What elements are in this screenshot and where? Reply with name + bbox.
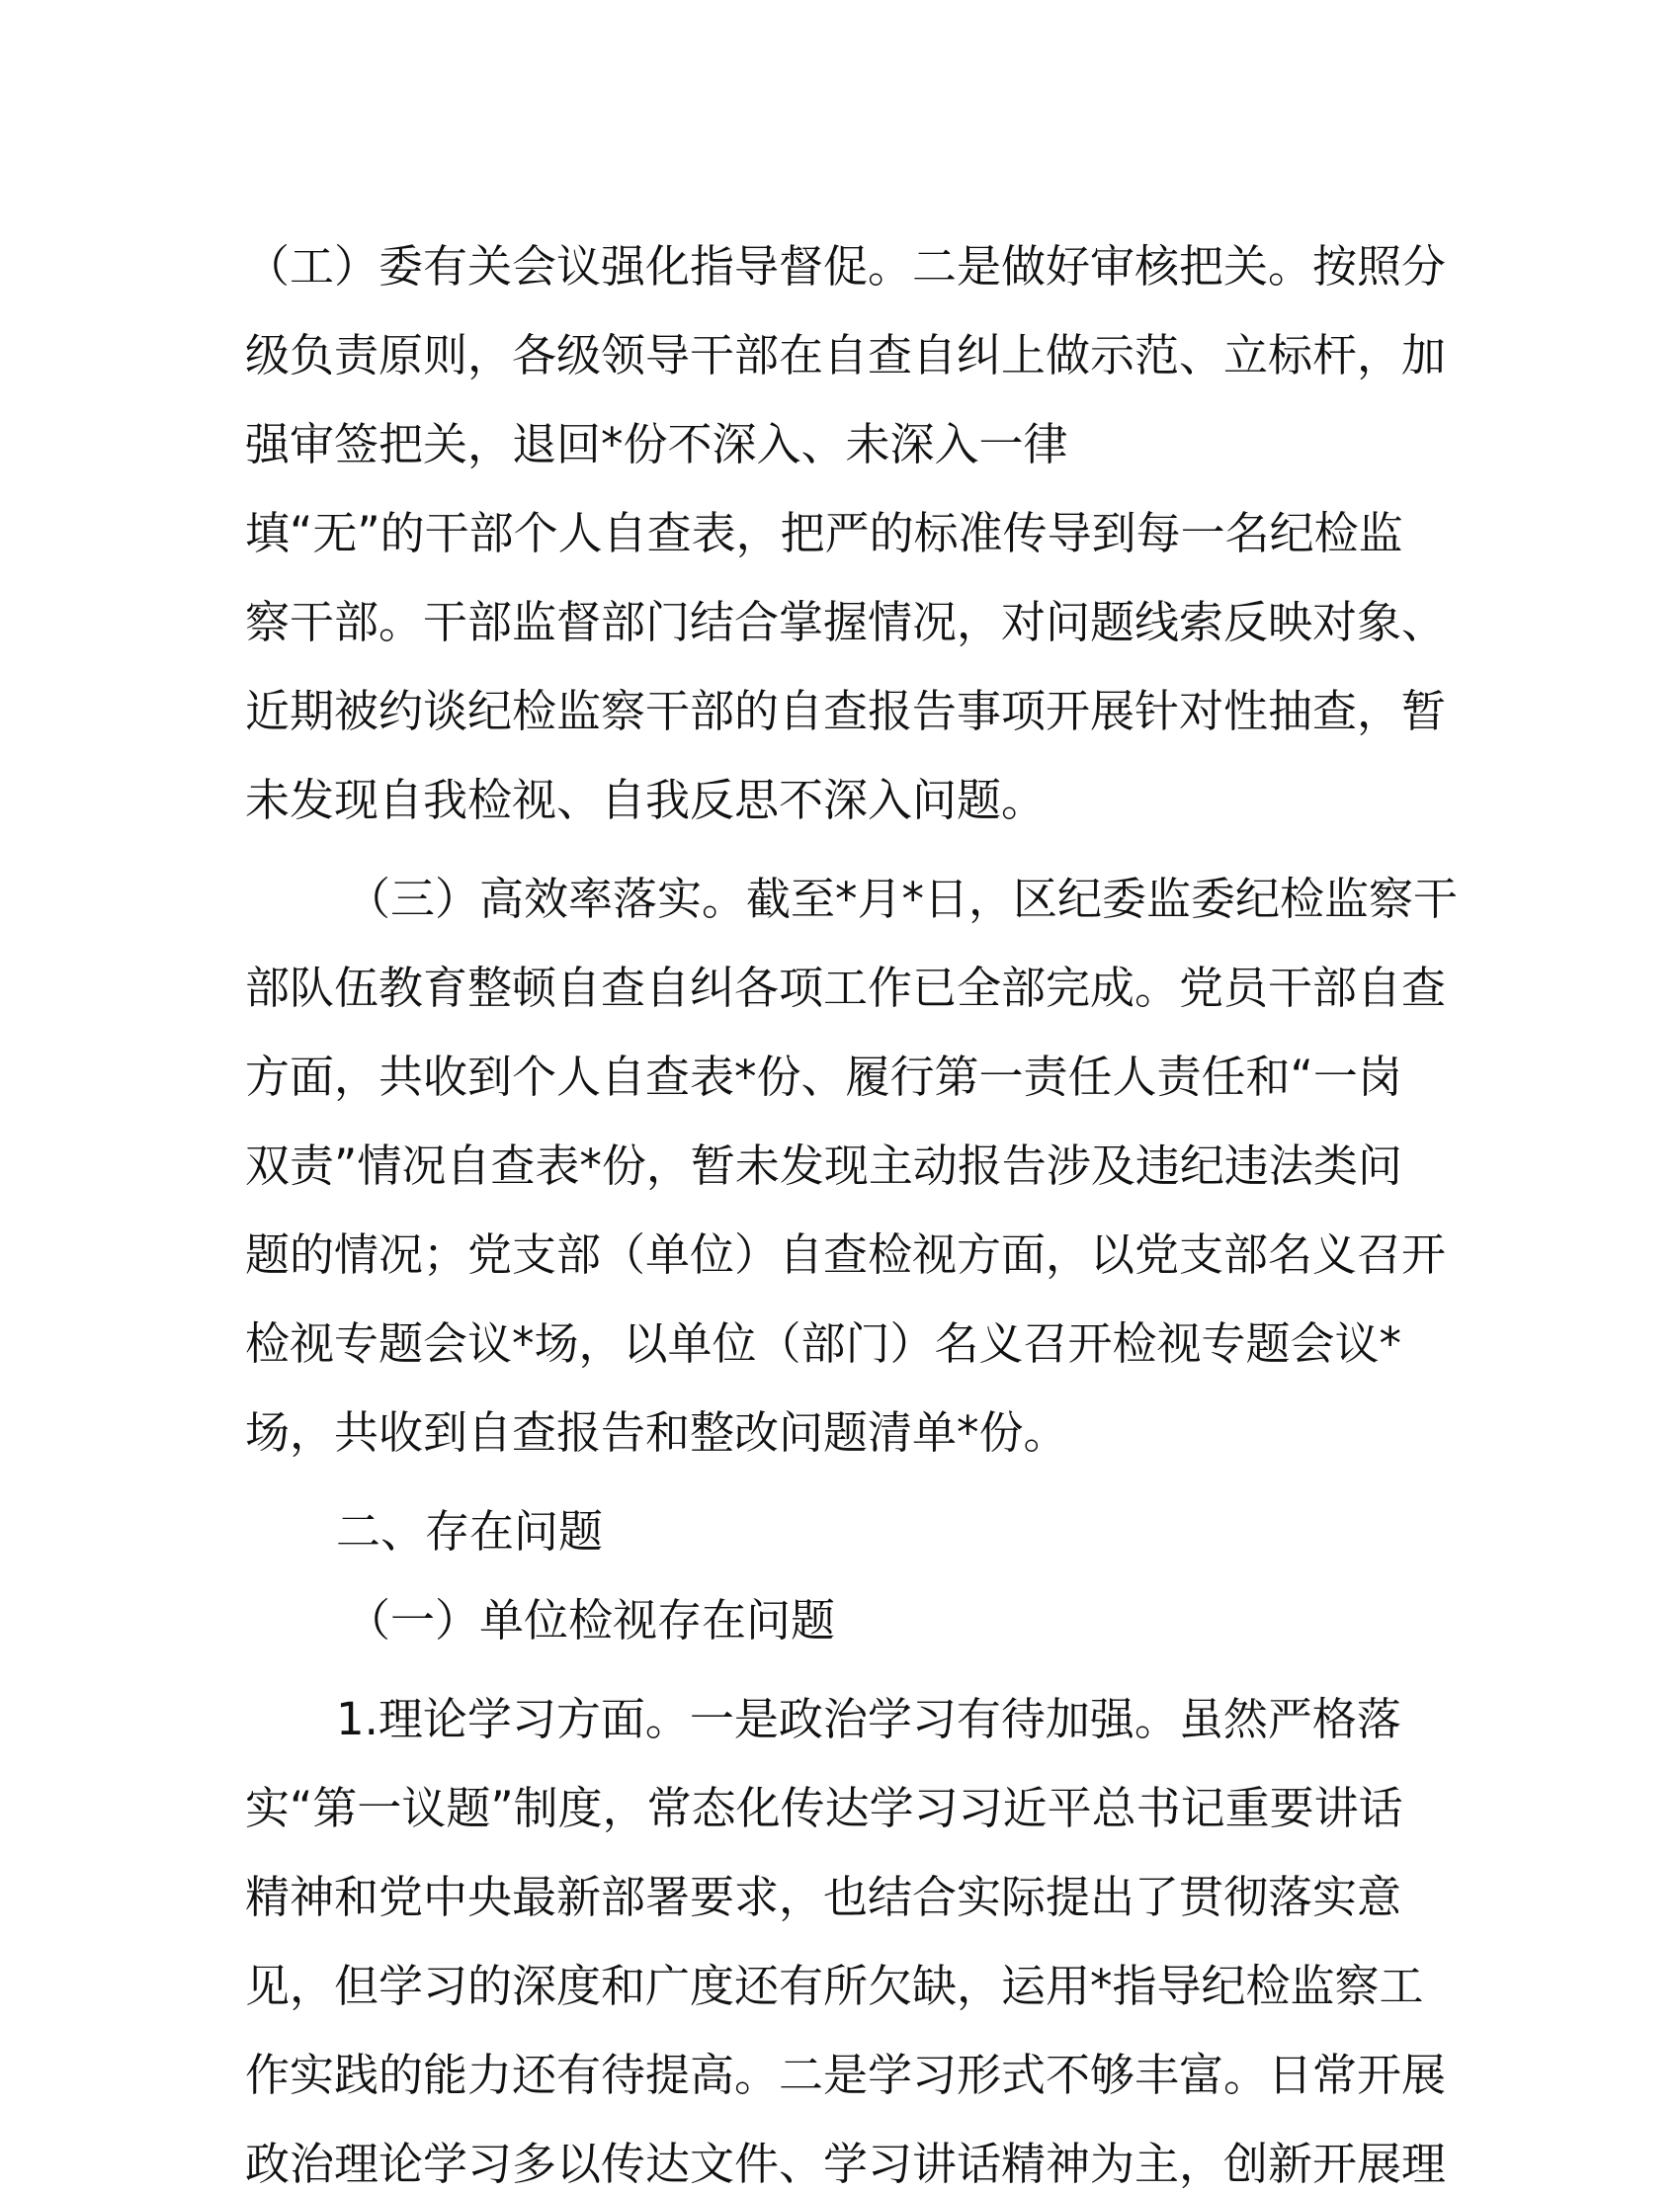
paragraph-line: 题的情况；党支部（单位）自查检视方面，以党支部名义召开 <box>245 1228 1447 1281</box>
paragraph-line: 双责”情况自查表*份，暂未发现主动报告涉及违纪违法类问 <box>245 1139 1402 1192</box>
paragraph-line: 未发现自我检视、自我反思不深入问题。 <box>245 774 1047 826</box>
section-heading: 二、存在问题 <box>336 1505 604 1558</box>
paragraph-line: 政治理论学习多以传达文件、学习讲话精神为主，创新开展理 <box>245 2138 1447 2190</box>
paragraph-line: 级负责原则，各级领导干部在自查自纠上做示范、立标杆，加 <box>245 329 1447 381</box>
paragraph-line: 检视专题会议*场，以单位（部门）名义召开检视专题会议* <box>245 1317 1402 1370</box>
paragraph-line: 方面，共收到个人自查表*份、履行第一责任人责任和“一岗 <box>245 1051 1402 1103</box>
subsection-heading: （一）单位检视存在问题 <box>346 1594 836 1646</box>
paragraph-line: 实“第一议题”制度，常态化传达学习习近平总书记重要讲话 <box>245 1782 1403 1834</box>
paragraph-line: 见，但学习的深度和广度还有所欠缺，运用*指导纪检监察工 <box>245 1960 1424 2012</box>
paragraph-line: 精神和党中央最新部署要求，也结合实际提出了贯彻落实意 <box>245 1871 1402 1923</box>
paragraph-line: 近期被约谈纪检监察干部的自查报告事项开展针对性抽查，暂 <box>245 685 1447 737</box>
paragraph-line: 察干部。干部监督部门结合掌握情况，对问题线索反映对象、 <box>245 596 1447 648</box>
paragraph-line: 场，共收到自查报告和整改问题清单*份。 <box>245 1406 1068 1459</box>
paragraph-line: （三）高效率落实。截至*月*日，区纪委监委纪检监察干 <box>346 873 1459 925</box>
paragraph-line: 部队伍教育整顿自查自纠各项工作已全部完成。党员干部自查 <box>245 962 1447 1014</box>
paragraph-line: （工）委有关会议强化指导督促。二是做好审核把关。按照分 <box>245 240 1447 293</box>
paragraph-line: 作实践的能力还有待提高。二是学习形式不够丰富。日常开展 <box>245 2049 1447 2101</box>
paragraph-line: 强审签把关，退回*份不深入、未深入一律 <box>245 418 1068 470</box>
paragraph-line: 填“无”的干部个人自查表，把严的标准传导到每一名纪检监 <box>245 507 1403 559</box>
paragraph-line: 1.理论学习方面。一是政治学习有待加强。虽然严格落 <box>336 1693 1401 1745</box>
